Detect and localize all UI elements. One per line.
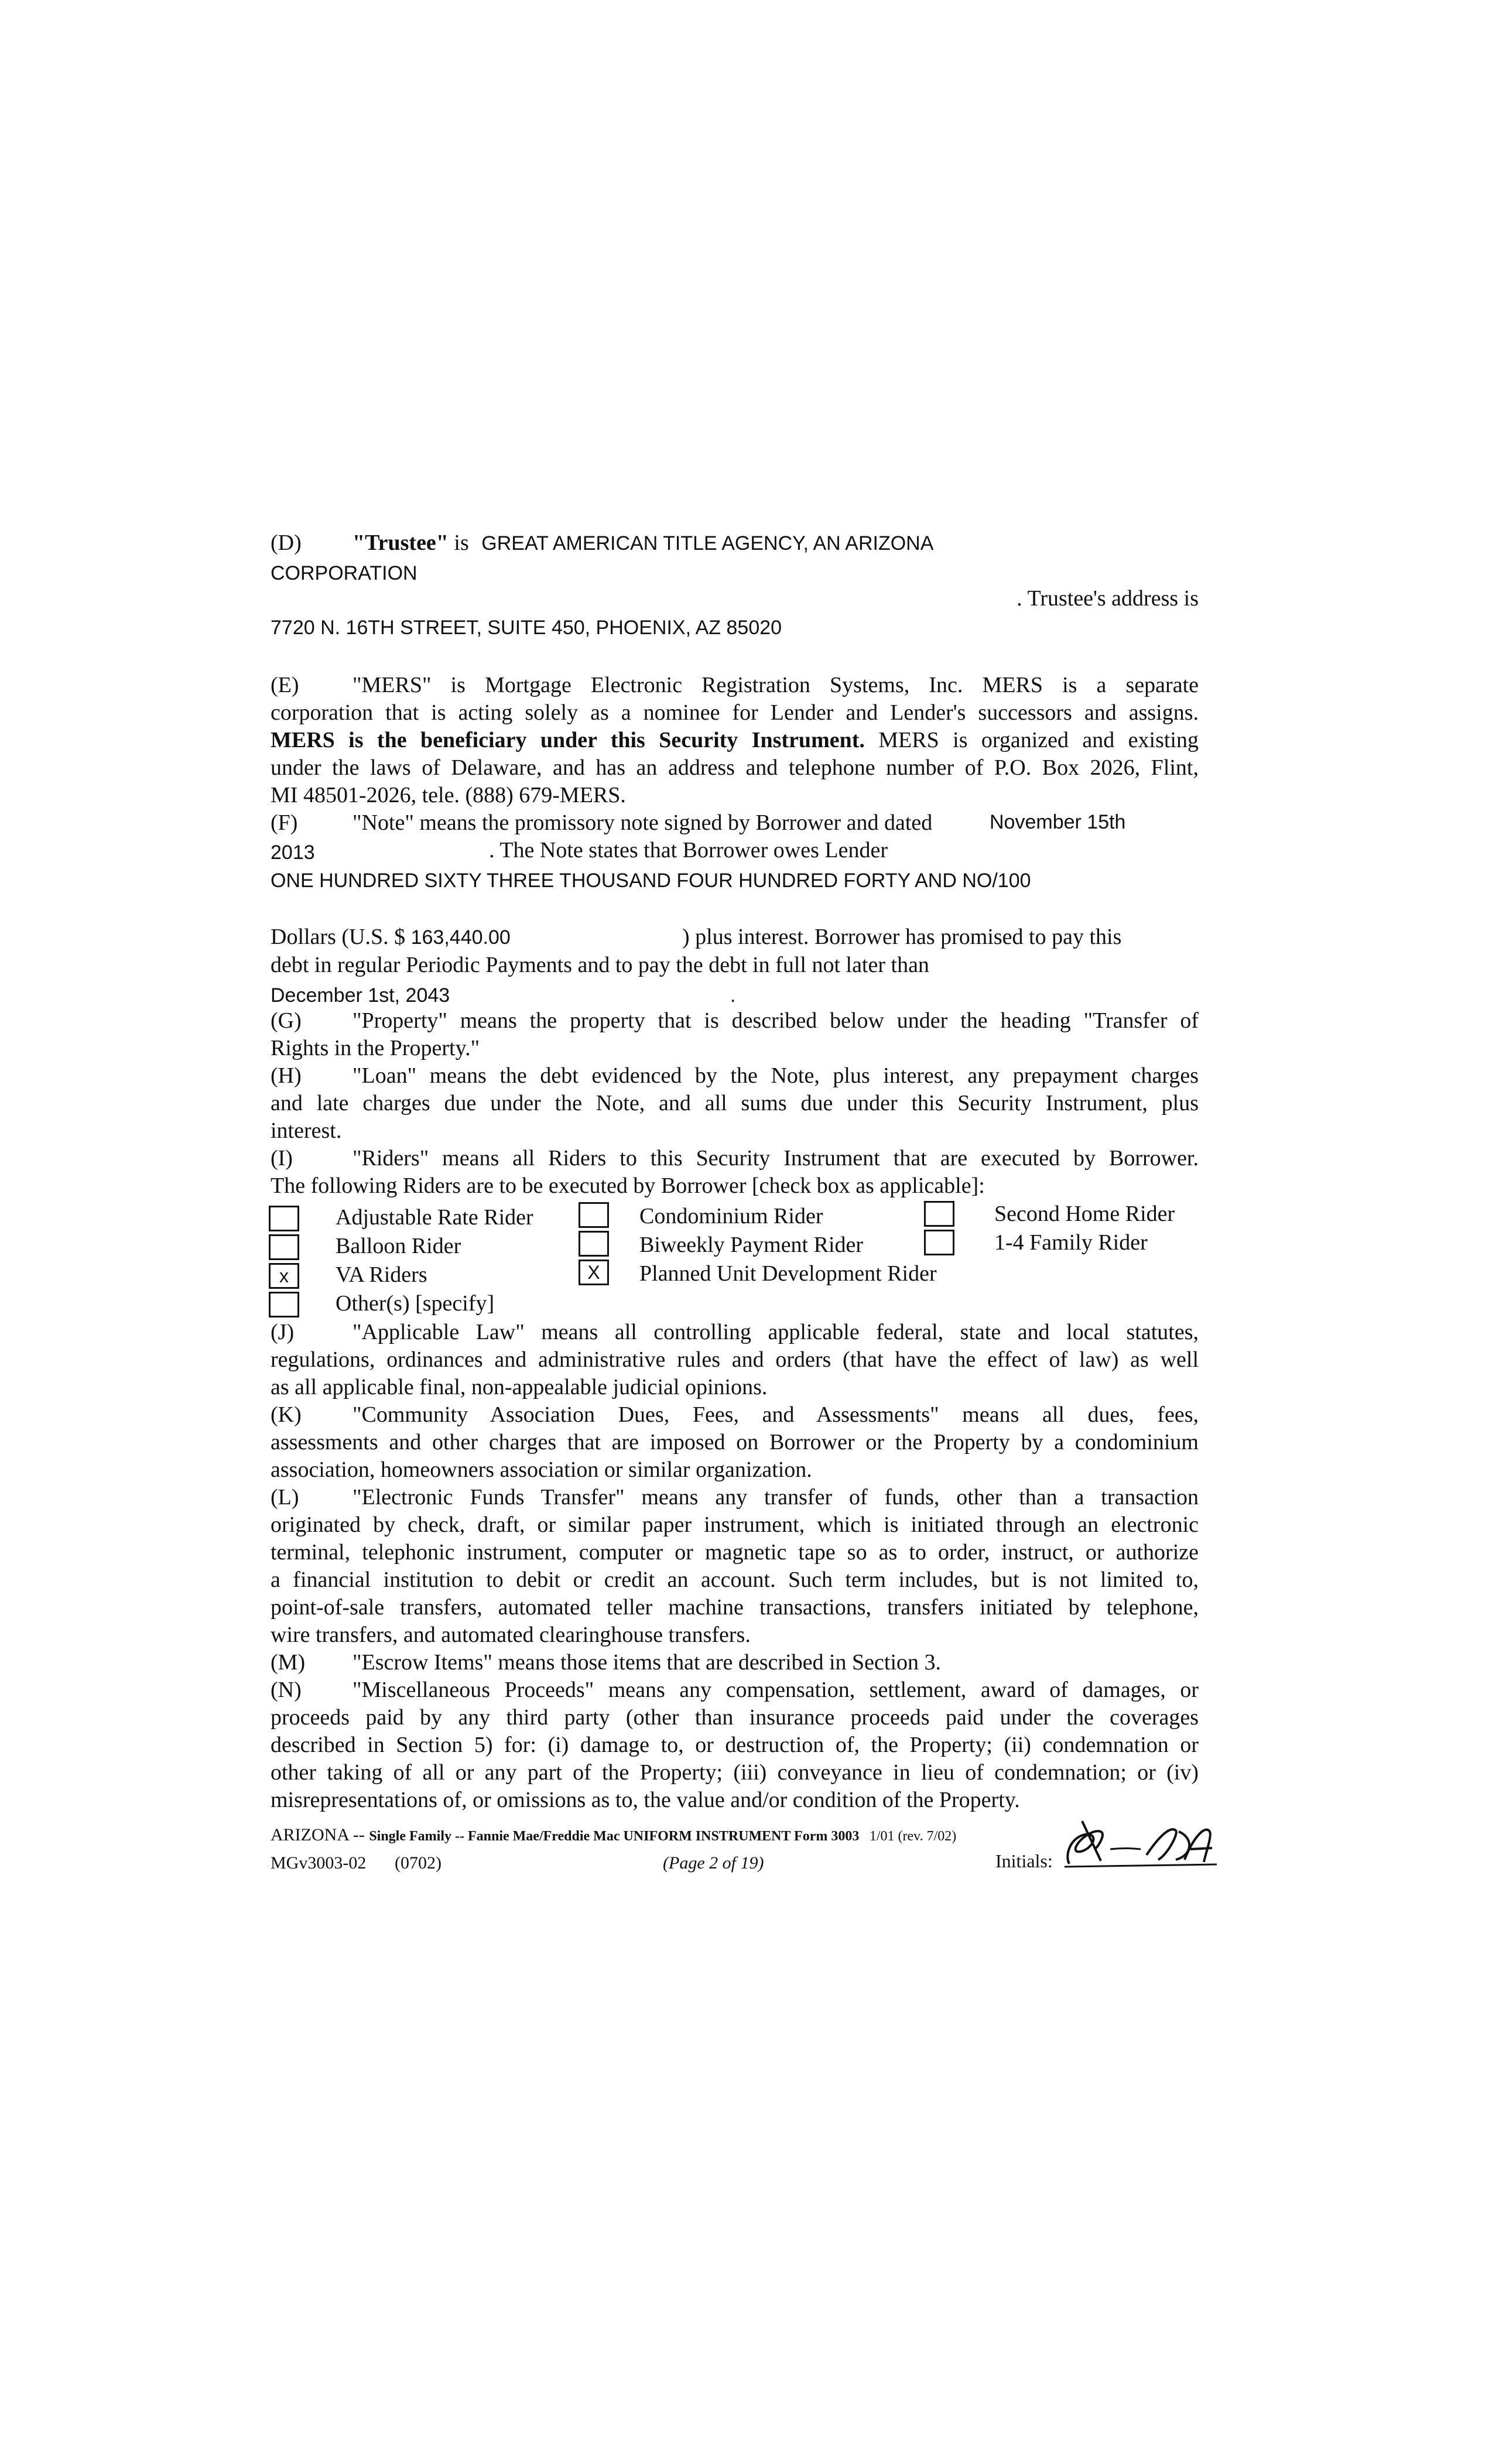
misc-text: "Miscellaneous Proceeds" means any compensation, settlement, award of damages, or [352,1678,1199,1702]
maturity-period: . [730,984,736,1007]
note-maturity [271,983,1199,1008]
mers-rest: MERS is organized and existing [864,728,1199,752]
rider-label-1-4-family: 1-4 Family Rider [994,1230,1148,1255]
footer-state: ARIZONA -- [271,1825,365,1844]
rider-label-adjustable-rate: Adjustable Rate Rider [336,1205,533,1230]
misc-line1 [271,1676,1199,1704]
initials-signature [1059,1814,1223,1876]
dollars-prefix: Dollars (U.S. $ [271,925,406,949]
eft-line6: wire transfers, and automated clearinghouse transfers. [271,1623,751,1647]
rider-checkbox-balloon[interactable] [269,1234,299,1260]
trustee-name: GREAT AMERICAN TITLE AGENCY, AN ARIZONA [481,532,934,555]
note-date: November 15th [990,811,1126,833]
eft-line3: terminal, telephonic instrument, computer or magnetic tape so as to order, instruct, or authorize [271,1540,1199,1565]
rider-label-other: Other(s) [specify] [336,1291,495,1316]
mers-line1 [271,671,1199,699]
rider-checkbox-1-4-family[interactable] [924,1230,954,1255]
rider-checkbox-other[interactable] [269,1292,299,1317]
misc-line4: other taking of all or any part of the Property; (iii) conveyance in lieu of condemnation; or (iv) [271,1760,1199,1785]
section-label: (J) [271,1320,295,1344]
eft-text: "Electronic Funds Transfer" means any transfer of funds, other than a transaction [352,1485,1199,1510]
rider-label-condominium: Condominium Rider [639,1204,823,1228]
riders-line2: The following Riders are to be executed by Borrower [check box as applicable]: [271,1173,985,1198]
property-line2: Rights in the Property." [271,1036,480,1060]
trustee-name-line2: CORPORATION [271,562,417,584]
escrow-text: "Escrow Items" means those items that are described in Section 3. [352,1650,942,1675]
section-label: (I) [271,1146,293,1171]
community-text: "Community Association Dues, Fees, and Assessments" means all dues, fees, [352,1402,1199,1427]
dollars-suffix: ) plus interest. Borrower has promised to pay this [682,925,1122,949]
community-line3: association, homeowners association or similar organization. [271,1457,812,1482]
eft-line2: originated by check, draft, or similar paper instrument, which is initiated through an electronic [271,1512,1199,1537]
footer-form-id: MGv3003-02 [271,1853,367,1873]
rider-checkbox-second-home[interactable] [924,1201,954,1227]
trustee-address: 7720 N. 16TH STREET, SUITE 450, PHOENIX, AZ 85020 [271,617,782,639]
rider-checkbox-biweekly[interactable] [579,1231,609,1257]
section-label: (N) [271,1678,302,1702]
community-line1 [271,1401,1199,1429]
rider-checkbox-pud[interactable]: X [579,1260,609,1285]
loan-line2: and late charges due under the Note, and all sums due under this Security Instrument, plus [271,1091,1199,1115]
mers-text: "MERS" is Mortgage Electronic Registration Systems, Inc. MERS is a separate [352,673,1199,697]
trustee-is: is [454,531,469,555]
section-label: (K) [271,1402,302,1427]
rider-checkbox-adjustable-rate[interactable] [269,1206,299,1231]
mers-line3 [271,726,1199,754]
applicable-law-text: "Applicable Law" means all controlling applicable federal, state and local statutes, [352,1320,1199,1344]
footer-page-number: (Page 2 of 19) [663,1853,764,1873]
footer-form-date: 1/01 (rev. 7/02) [869,1829,957,1844]
note-line2: . The Note states that Borrower owes Lender [489,838,888,863]
eft-line4: a financial institution to debit or credit an account. Such term includes, but is not limited to, [271,1568,1199,1592]
eft-line1 [271,1483,1199,1511]
misc-line5: misrepresentations of, or omissions as to, the value and/or condition of the Property. [271,1788,1020,1812]
rider-label-balloon: Balloon Rider [336,1234,461,1258]
property-text: "Property" means the property that is described below under the heading "Transfer of [352,1008,1199,1033]
loan-text: "Loan" means the debt evidenced by the Note, plus interest, any prepayment charges [352,1063,1199,1088]
mers-line4: under the laws of Delaware, and has an address and telephone number of P.O. Box 2026, Flint, [271,755,1199,780]
section-label: (F) [271,810,298,835]
applicable-law-line1 [271,1318,1199,1346]
section-label: (D) [271,531,302,555]
mers-bold: MERS is the beneficiary under this Security Instrument. [271,728,865,752]
escrow-line1 [271,1648,1199,1676]
section-label: (M) [271,1650,306,1675]
mers-line5: MI 48501-2026, tele. (888) 679-MERS. [271,783,626,807]
footer-form-code: (0702) [395,1853,442,1873]
riders-text: "Riders" means all Riders to this Security Instrument that are executed by Borrower. [352,1146,1199,1171]
loan-line3: interest. [271,1118,342,1143]
section-label: (G) [271,1008,302,1033]
misc-line3: described in Section 5) for: (i) damage to, or destruction of, the Property; (ii) condemnation or [271,1733,1199,1757]
applicable-law-line3: as all applicable final, non-appealable judicial opinions. [271,1375,768,1399]
rider-label-second-home: Second Home Rider [994,1202,1175,1226]
applicable-law-line2: regulations, ordinances and administrative rules and orders (that have the effect of law) as well [271,1347,1199,1372]
trustee-address-label: . Trustee's address is [1017,586,1199,611]
section-label: (L) [271,1485,299,1510]
section-label: (H) [271,1063,302,1088]
property-line1 [271,1007,1199,1035]
footer-initials-label: Initials: [995,1850,1053,1871]
note-text: "Note" means the promissory note signed by Borrower and dated [352,810,933,835]
rider-label-biweekly: Biweekly Payment Rider [639,1233,864,1257]
note-date-year: 2013 [271,841,315,864]
note-amount-words: ONE HUNDRED SIXTY THREE THOUSAND FOUR HUNDRED FORTY AND NO/100 [271,870,1031,892]
eft-line5: point-of-sale transfers, automated teller machine transactions, transfers initiated by telephone, [271,1595,1199,1620]
riders-line1 [271,1144,1199,1172]
note-amount: 163,440.00 [410,926,511,949]
section-label: (E) [271,673,299,697]
rider-checkbox-va[interactable]: x [269,1263,299,1289]
footer-form-desc: Single Family -- Fannie Mae/Freddie Mac UNIFORM INSTRUMENT Form 3003 [369,1829,860,1844]
mers-line2: corporation that is acting solely as a nominee for Lender and Lender's successors and assigns. [271,700,1199,725]
misc-line2: proceeds paid by any third party (other than insurance proceeds paid under the coverages [271,1705,1199,1730]
loan-line1 [271,1062,1199,1090]
trustee-term: "Trustee" [352,531,449,555]
rider-label-pud: Planned Unit Development Rider [639,1261,937,1286]
maturity-date: December 1st, 2043 [271,984,450,1007]
trustee-line [271,529,1199,557]
community-line2: assessments and other charges that are imposed on Borrower or the Property by a condominium [271,1430,1199,1455]
rider-label-va: VA Riders [336,1262,427,1287]
note-line4: debt in regular Periodic Payments and to pay the debt in full not later than [271,953,929,977]
rider-checkbox-condominium[interactable] [579,1202,609,1228]
